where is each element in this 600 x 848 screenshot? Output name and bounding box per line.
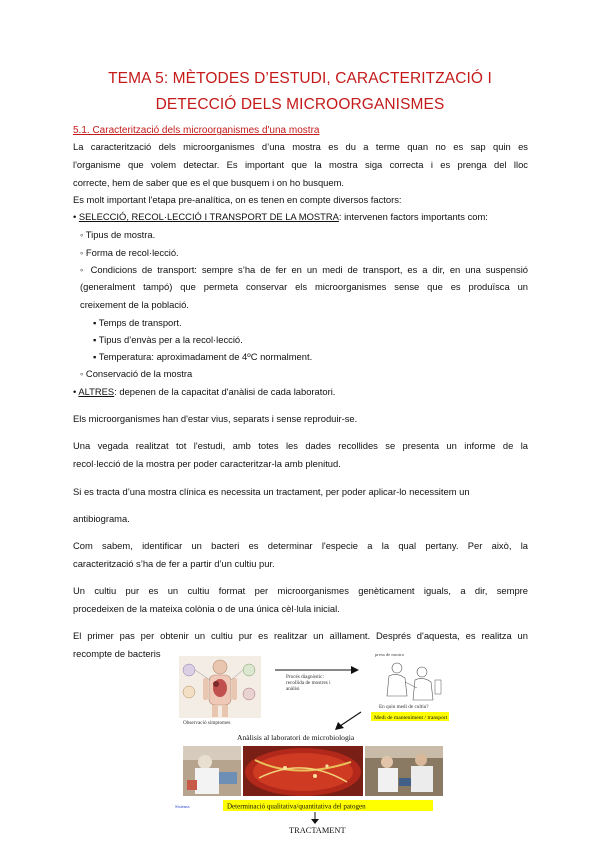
culture-plate-photo <box>243 746 363 796</box>
sub-item-transport-line-3: creixement de la població. <box>80 299 189 310</box>
arrow-down-head <box>311 819 319 824</box>
paragraph-clinical-line-1: Si es tracta d’una mostra clínica es necessita un tractament, per poder aplicar-lo necessitem un <box>73 486 470 497</box>
factor-others-rest: : depenen de la capacitat d'anàlisi de cada laboratori. <box>114 386 336 397</box>
paragraph-pure-culture-line-2: procedeixen de la mateixa colònia o de una única cèl·lula inicial. <box>73 603 340 614</box>
workflow-figure <box>175 650 453 840</box>
bullet: • <box>73 211 77 222</box>
sample-collection-sketch <box>367 650 449 710</box>
subsub-item-container: ▪ Tipus d’envàs per a la recol·lecció. <box>93 334 243 345</box>
subsub-item-temperature: ▪ Temperatura: aproximadament de 4ºC normalment. <box>93 351 313 362</box>
paragraph-pure-culture-line-1: Un cultiu pur es un cultiu format per microorganismes genèticament iguals, a dir, sempre <box>73 585 528 596</box>
intro-line-2: l'organisme que volem detectar. Es important que la mostra siga correcta i es prenga del lloc <box>73 159 528 170</box>
intro-line-3: correcte, hem de saber que es el que busquem i on ho busquem. <box>73 177 345 188</box>
arrow-diagonal <box>340 712 361 726</box>
caption-treatment: TRACTAMENT <box>289 826 346 835</box>
intro-line-4: Es molt important l'etapa pre-analítica, on es tenen en compte diversos factors: <box>73 194 402 205</box>
svg-text:presa de mostra: presa de mostra <box>375 652 404 657</box>
bullet: • <box>73 386 77 397</box>
caption-process: Procés diagnòstic: recollida de mostres i anàlisi <box>286 674 331 692</box>
factor-selection-rest: : intervenen factors importants com: <box>338 211 488 222</box>
factor-selection-label: SELECCIÓ, RECOL·LECCIÓ I TRANSPORT DE LA MOSTRA <box>78 211 339 222</box>
paragraph-isolation-line-2: recompte de bacteris <box>73 648 161 659</box>
sub-item-transport-line-2: (generalment tampó) que permeta conservar els microorganismes sense que es produïsca un <box>80 281 528 292</box>
paragraph-clinical-line-2: antibiograma. <box>73 513 130 524</box>
symptoms-image <box>179 656 261 718</box>
sub-item-sample-type: ◦ Tipus de mostra. <box>80 229 156 240</box>
sub-item-collection: ◦ Forma de recol·lecció. <box>80 247 179 258</box>
sub-item-conservation: ◦ Conservació de la mostra <box>80 368 193 379</box>
lab-photo-left <box>183 746 241 796</box>
page-title-line-2: DETECCIÓ DELS MICROORGANISMES <box>155 96 445 113</box>
arrow-diagonal-head <box>335 722 344 730</box>
caption-question: En quin medi de cultiu? <box>379 704 429 710</box>
caption-analysis: Anàlisis al laboratori de microbiologia <box>237 733 355 742</box>
lab-photo-right <box>365 746 443 796</box>
factor-others-label: ALTRES <box>78 386 115 397</box>
factor-selection-item <box>73 211 488 223</box>
paragraph-report-line-2: recol·lecció de la mostra per poder caracteritzar-la amb plenitud. <box>73 458 341 469</box>
section-heading: 5.1. Caracterització dels microorganismes d'una mostra <box>73 125 320 136</box>
caption-medium: Medi de manteniment / transport <box>374 715 448 721</box>
paragraph-alive: Els microorganismes han d'estar vius, separats i sense reproduir-se. <box>73 413 358 424</box>
page-title-line-1: TEMA 5: MÈTODES D’ESTUDI, CARACTERITZACIÓ I <box>108 70 492 87</box>
blue-label: Sistema <box>175 804 190 809</box>
intro-line-1: La caracterització dels microorganismes d’una mostra es du a terme quan no es sap quin es <box>73 141 528 152</box>
paragraph-identify-line-1: Com sabem, identificar un bacteri es determinar l'especie a la qual pertany. Per això, la <box>73 540 528 551</box>
paragraph-identify-line-2: caracterització s’ha de fer a partir d’un cultiu pur. <box>73 558 275 569</box>
paragraph-isolation-line-1: El primer pas per obtenir un cultiu pur es realitzar un aïllament. Després d'aquesta, es realitza un <box>73 630 528 641</box>
caption-symptoms: Observació simptomes <box>183 720 231 726</box>
sub-item-transport-line-1: ◦ Condicions de transport: sempre s’ha de fer en un medi de transport, es a dir, en una suspensió <box>80 264 528 275</box>
paragraph-report-line-1: Una vegada realitzat tot l'estudi, amb totes les dades recollides se presenta un informe de la <box>73 440 528 451</box>
arrow-right-head <box>351 666 359 674</box>
factor-others-item <box>73 386 335 398</box>
subsub-item-time: ▪ Temps de transport. <box>93 317 182 328</box>
caption-determination: Determinació qualitativa/quantitativa del patogen <box>227 802 366 811</box>
caption-process-wrap <box>286 674 340 714</box>
workflow-illustration <box>175 650 453 840</box>
